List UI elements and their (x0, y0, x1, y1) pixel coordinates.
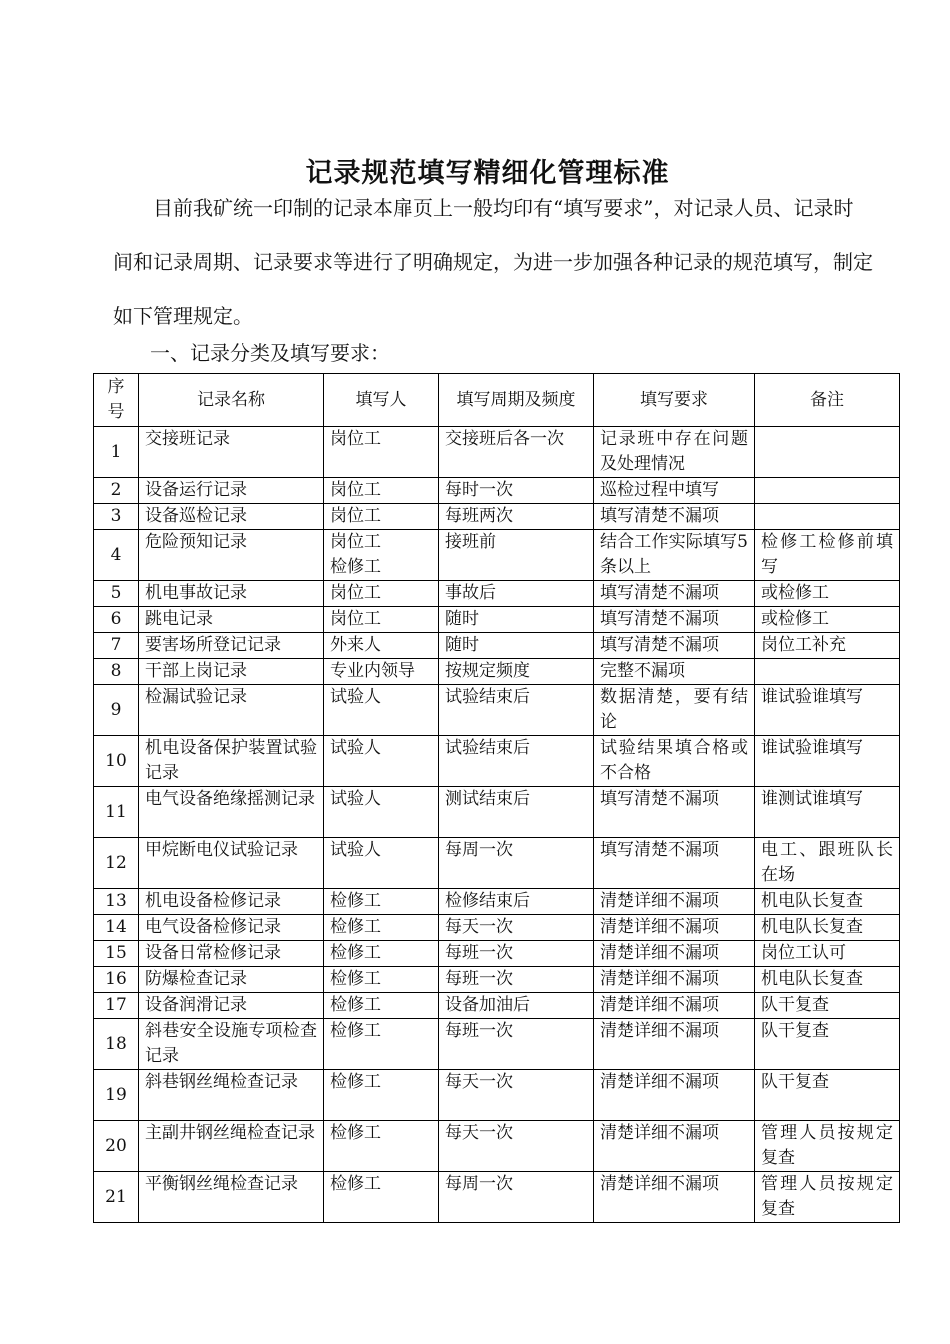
table-row (94, 1019, 900, 1070)
filler-cell: 外来人 (324, 633, 439, 659)
remark-cell: 队干复查 (755, 1070, 900, 1121)
table-row (94, 993, 900, 1019)
frequency-cell: 测试结束后 (439, 787, 594, 838)
remark-cell: 管理人员按规定复查 (755, 1121, 900, 1172)
header-note: 备注 (755, 374, 900, 427)
row-number-cell: 9 (94, 685, 139, 736)
remark-cell: 或检修工 (755, 607, 900, 633)
filler-cell: 岗位工 (324, 607, 439, 633)
row-number-cell: 3 (94, 504, 139, 530)
filler-cell: 检修工 (324, 941, 439, 967)
frequency-cell: 检修结束后 (439, 889, 594, 915)
table-row (94, 941, 900, 967)
record-name-cell: 平衡钢丝绳检查记录 (139, 1172, 324, 1223)
record-name-cell: 跳电记录 (139, 607, 324, 633)
row-number-cell: 14 (94, 915, 139, 941)
frequency-cell: 接班前 (439, 530, 594, 581)
row-number-cell: 7 (94, 633, 139, 659)
remark-cell: 电工、跟班队长在场 (755, 838, 900, 889)
row-number-cell: 13 (94, 889, 139, 915)
table-row (94, 889, 900, 915)
remark-cell (755, 504, 900, 530)
remark-cell (755, 659, 900, 685)
remark-cell: 机电队长复查 (755, 889, 900, 915)
filler-cell: 试验人 (324, 736, 439, 787)
filler-cell: 岗位工 (324, 581, 439, 607)
row-number-cell: 15 (94, 941, 139, 967)
record-name-cell: 斜巷安全设施专项检查记录 (139, 1019, 324, 1070)
requirement-cell: 试验结果填合格或不合格 (594, 736, 755, 787)
requirement-cell: 填写清楚不漏项 (594, 787, 755, 838)
row-number-cell: 19 (94, 1070, 139, 1121)
remark-cell (755, 427, 900, 478)
requirement-cell: 清楚详细不漏项 (594, 1070, 755, 1121)
row-number-cell: 11 (94, 787, 139, 838)
page-title: 记录规范填写精细化管理标准 (305, 158, 670, 190)
filler-cell: 检修工 (324, 993, 439, 1019)
frequency-cell: 每班两次 (439, 504, 594, 530)
remark-cell: 机电队长复查 (755, 915, 900, 941)
frequency-cell: 试验结束后 (439, 685, 594, 736)
table-row (94, 1070, 900, 1121)
remark-cell: 管理人员按规定复查 (755, 1172, 900, 1223)
requirement-cell: 清楚详细不漏项 (594, 941, 755, 967)
table-row (94, 633, 900, 659)
table-row (94, 504, 900, 530)
filler-cell: 岗位工检修工 (324, 530, 439, 581)
requirement-cell: 巡检过程中填写 (594, 478, 755, 504)
frequency-cell: 每班一次 (439, 941, 594, 967)
requirement-cell: 填写清楚不漏项 (594, 633, 755, 659)
record-name-cell: 主副井钢丝绳检查记录 (139, 1121, 324, 1172)
frequency-cell: 按规定频度 (439, 659, 594, 685)
row-number-cell: 6 (94, 607, 139, 633)
record-name-cell: 检漏试验记录 (139, 685, 324, 736)
record-name-cell: 机电设备检修记录 (139, 889, 324, 915)
table-row (94, 685, 900, 736)
remark-cell: 队干复查 (755, 993, 900, 1019)
frequency-cell: 每天一次 (439, 1121, 594, 1172)
section-heading: 一、记录分类及填写要求： (150, 341, 390, 365)
row-number-cell: 20 (94, 1121, 139, 1172)
record-name-cell: 电气设备绝缘摇测记录 (139, 787, 324, 838)
filler-cell: 岗位工 (324, 504, 439, 530)
record-name-cell: 设备日常检修记录 (139, 941, 324, 967)
requirement-cell: 填写清楚不漏项 (594, 581, 755, 607)
requirement-cell: 数据清楚，要有结论 (594, 685, 755, 736)
records-table (93, 373, 900, 1223)
record-name-cell: 机电设备保护装置试验记录 (139, 736, 324, 787)
filler-cell: 检修工 (324, 1121, 439, 1172)
frequency-cell: 随时 (439, 607, 594, 633)
requirement-cell: 清楚详细不漏项 (594, 1172, 755, 1223)
remark-cell: 岗位工认可 (755, 941, 900, 967)
frequency-cell: 事故后 (439, 581, 594, 607)
requirement-cell: 清楚详细不漏项 (594, 1121, 755, 1172)
filler-cell: 岗位工 (324, 478, 439, 504)
remark-cell (755, 478, 900, 504)
record-name-cell: 设备巡检记录 (139, 504, 324, 530)
remark-cell: 或检修工 (755, 581, 900, 607)
header-no: 序号 (94, 374, 139, 427)
frequency-cell: 每周一次 (439, 838, 594, 889)
row-number-cell: 10 (94, 736, 139, 787)
requirement-cell: 清楚详细不漏项 (594, 967, 755, 993)
intro-paragraph (113, 181, 873, 343)
table-row (94, 915, 900, 941)
record-name-cell: 要害场所登记记录 (139, 633, 324, 659)
row-number-cell: 4 (94, 530, 139, 581)
row-number-cell: 1 (94, 427, 139, 478)
requirement-cell: 清楚详细不漏项 (594, 915, 755, 941)
record-name-cell: 电气设备检修记录 (139, 915, 324, 941)
remark-cell: 谁试验谁填写 (755, 736, 900, 787)
header-person: 填写人 (324, 374, 439, 427)
requirement-cell: 填写清楚不漏项 (594, 838, 755, 889)
record-name-cell: 斜巷钢丝绳检查记录 (139, 1070, 324, 1121)
filler-cell: 检修工 (324, 1019, 439, 1070)
row-number-cell: 21 (94, 1172, 139, 1223)
table-row (94, 427, 900, 478)
table-row (94, 967, 900, 993)
filler-cell: 检修工 (324, 967, 439, 993)
row-number-cell: 17 (94, 993, 139, 1019)
record-name-cell: 甲烷断电仪试验记录 (139, 838, 324, 889)
frequency-cell: 交接班后各一次 (439, 427, 594, 478)
filler-cell: 检修工 (324, 1172, 439, 1223)
remark-cell: 岗位工补充 (755, 633, 900, 659)
header-requirement: 填写要求 (594, 374, 755, 427)
requirement-cell: 填写清楚不漏项 (594, 504, 755, 530)
table-row (94, 607, 900, 633)
requirement-cell: 清楚详细不漏项 (594, 889, 755, 915)
row-number-cell: 16 (94, 967, 139, 993)
record-name-cell: 设备运行记录 (139, 478, 324, 504)
filler-cell: 专业内领导 (324, 659, 439, 685)
header-name: 记录名称 (139, 374, 324, 427)
record-name-cell: 设备润滑记录 (139, 993, 324, 1019)
row-number-cell: 8 (94, 659, 139, 685)
requirement-cell: 完整不漏项 (594, 659, 755, 685)
table-row (94, 581, 900, 607)
row-number-cell: 12 (94, 838, 139, 889)
header-frequency: 填写周期及频度 (439, 374, 594, 427)
table-row (94, 659, 900, 685)
frequency-cell: 每时一次 (439, 478, 594, 504)
filler-cell: 检修工 (324, 889, 439, 915)
remark-cell: 检修工检修前填写 (755, 530, 900, 581)
frequency-cell: 试验结束后 (439, 736, 594, 787)
requirement-cell: 清楚详细不漏项 (594, 1019, 755, 1070)
requirement-cell: 记录班中存在问题及处理情况 (594, 427, 755, 478)
row-number-cell: 2 (94, 478, 139, 504)
table-row (94, 530, 900, 581)
intro-text: 目前我矿统一印制的记录本扉页上一般均印有“填写要求”，对记录人员、记录时间和记录周期、记录要求等进行了明确规定，为进一步加强各种记录的规范填写，制定如下管理规定。 (113, 196, 873, 328)
filler-cell: 岗位工 (324, 427, 439, 478)
requirement-cell: 填写清楚不漏项 (594, 607, 755, 633)
table-row (94, 787, 900, 838)
filler-cell: 检修工 (324, 915, 439, 941)
remark-cell: 谁试验谁填写 (755, 685, 900, 736)
row-number-cell: 5 (94, 581, 139, 607)
frequency-cell: 每班一次 (439, 967, 594, 993)
frequency-cell: 每班一次 (439, 1019, 594, 1070)
record-name-cell: 交接班记录 (139, 427, 324, 478)
requirement-cell: 清楚详细不漏项 (594, 993, 755, 1019)
table-row (94, 1121, 900, 1172)
filler-cell: 试验人 (324, 685, 439, 736)
filler-cell: 试验人 (324, 787, 439, 838)
row-number-cell: 18 (94, 1019, 139, 1070)
table-row (94, 838, 900, 889)
table-row (94, 478, 900, 504)
record-name-cell: 危险预知记录 (139, 530, 324, 581)
frequency-cell: 每周一次 (439, 1172, 594, 1223)
record-name-cell: 机电事故记录 (139, 581, 324, 607)
remark-cell: 谁测试谁填写 (755, 787, 900, 838)
filler-cell: 试验人 (324, 838, 439, 889)
frequency-cell: 每天一次 (439, 915, 594, 941)
remark-cell: 机电队长复查 (755, 967, 900, 993)
remark-cell: 队干复查 (755, 1019, 900, 1070)
table-row (94, 1172, 900, 1223)
frequency-cell: 设备加油后 (439, 993, 594, 1019)
record-name-cell: 干部上岗记录 (139, 659, 324, 685)
requirement-cell: 结合工作实际填写5条以上 (594, 530, 755, 581)
table-row (94, 736, 900, 787)
table-header-row (94, 374, 900, 427)
frequency-cell: 每天一次 (439, 1070, 594, 1121)
frequency-cell: 随时 (439, 633, 594, 659)
filler-cell: 检修工 (324, 1070, 439, 1121)
record-name-cell: 防爆检查记录 (139, 967, 324, 993)
